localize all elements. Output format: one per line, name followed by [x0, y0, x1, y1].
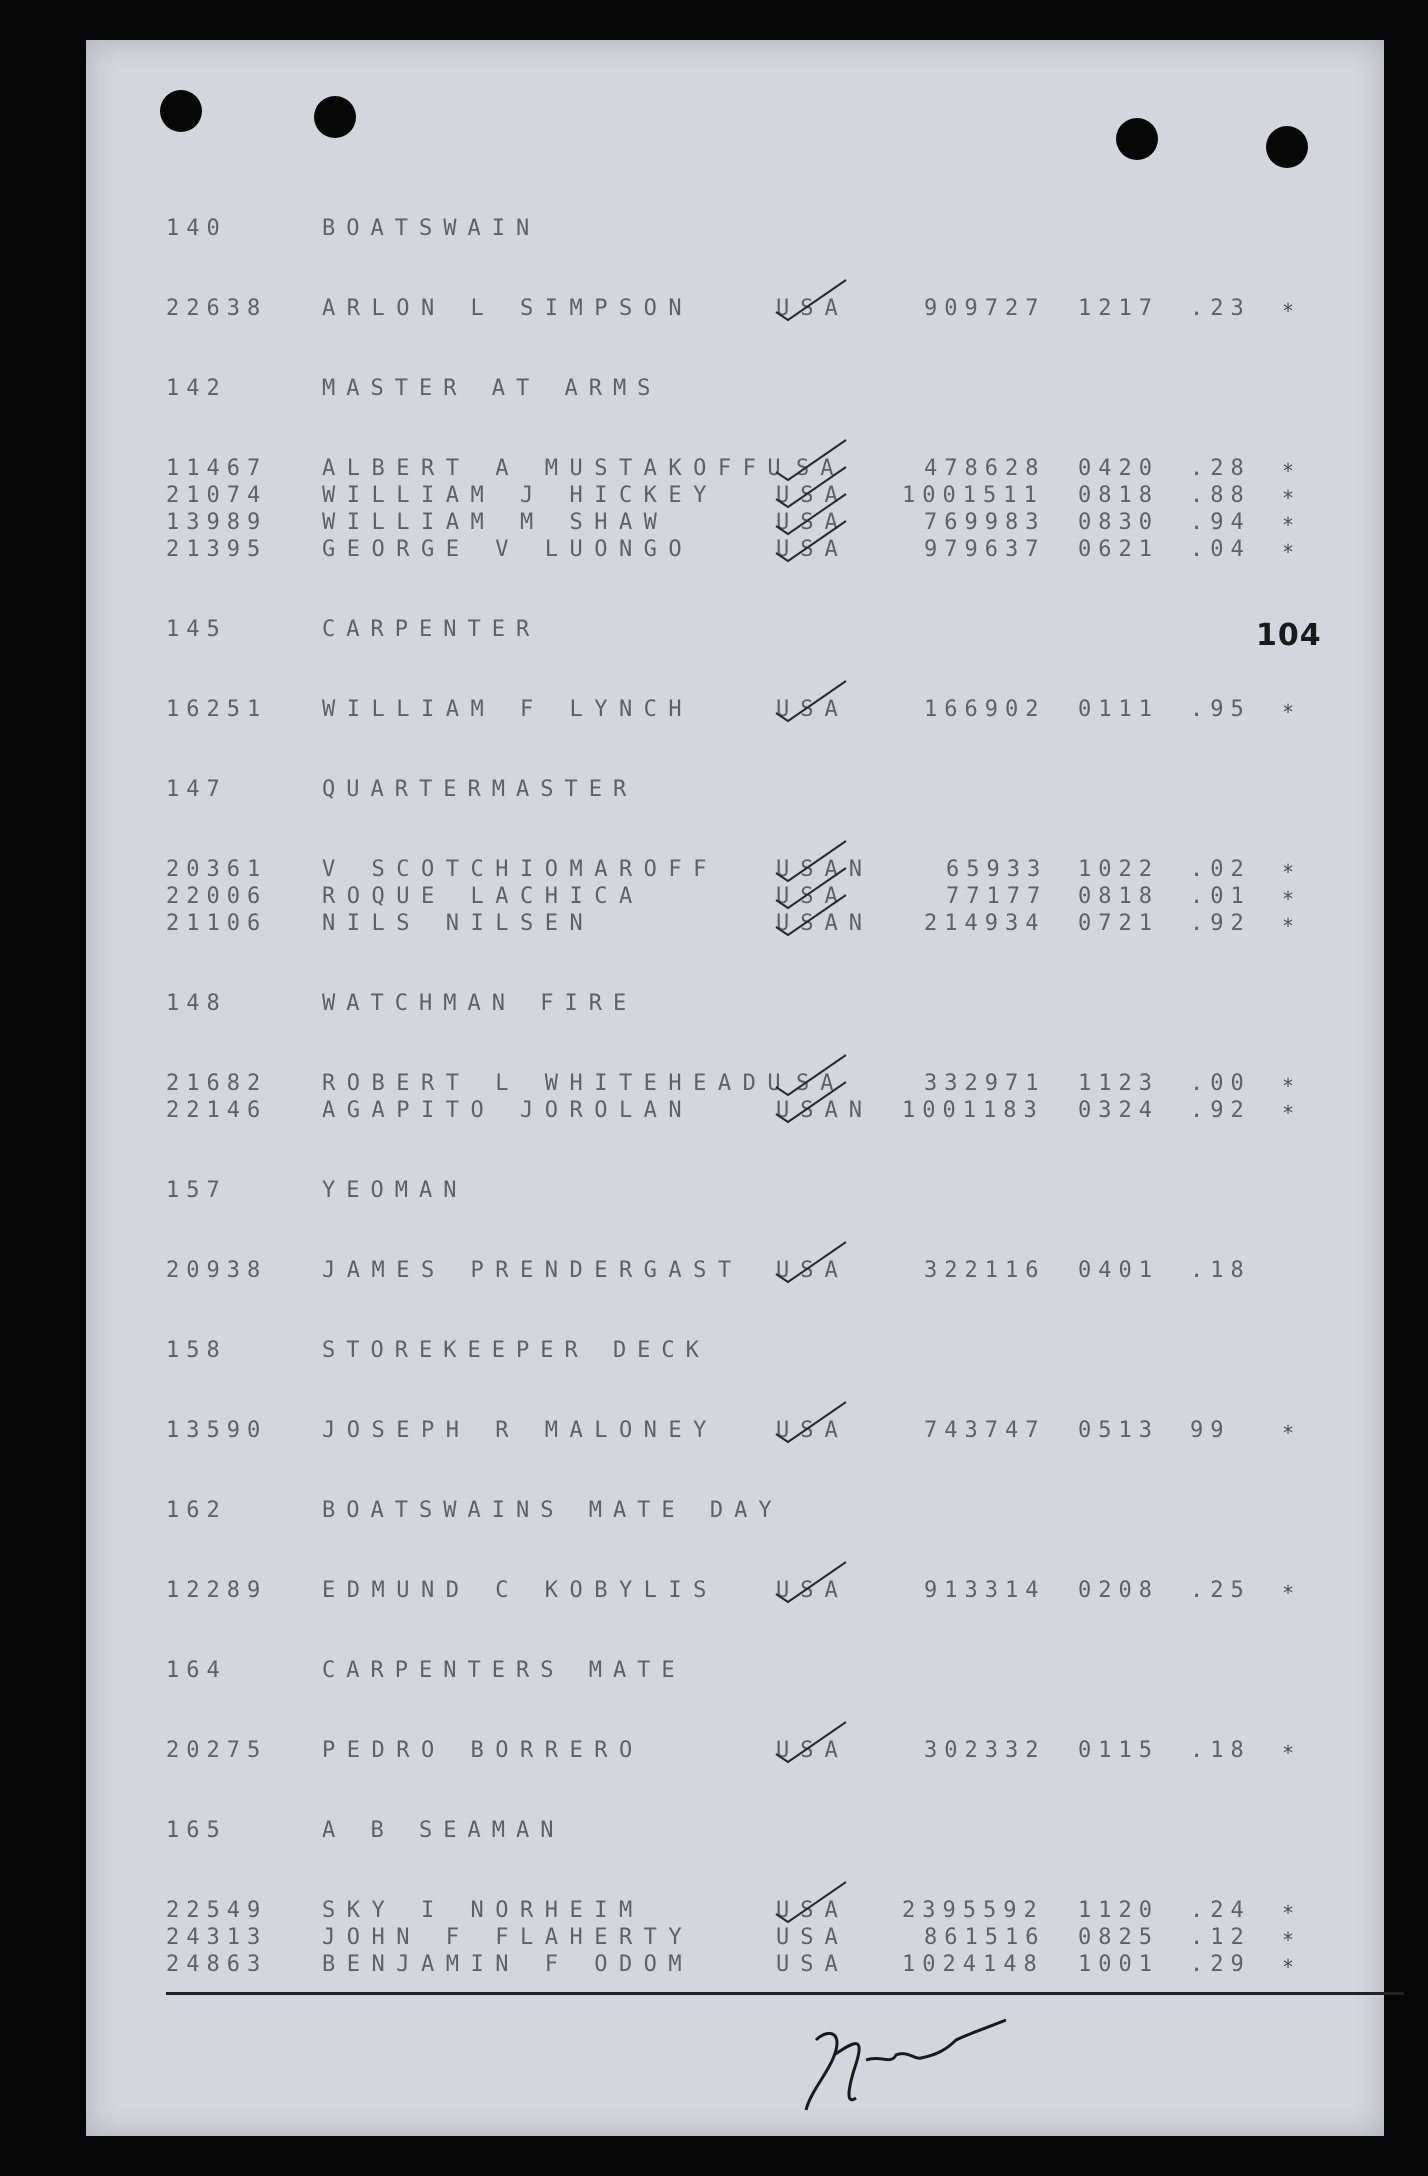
punch-hole [160, 90, 202, 132]
row-mark: * [1282, 1901, 1295, 1925]
row-name: WILLIAM M SHAW [322, 510, 669, 535]
row-certificate: 322116 [924, 1258, 1046, 1283]
row-date: 1123 [1078, 1071, 1159, 1096]
row-mark: * [1282, 1101, 1295, 1125]
row-date: 0401 [1078, 1258, 1159, 1283]
section-code: 142 [166, 376, 227, 401]
row-id: 20275 [166, 1738, 268, 1763]
row-nationality: USAN [776, 911, 873, 936]
row-amount: .04 [1190, 537, 1251, 562]
row-id: 21106 [166, 911, 268, 936]
punch-hole [314, 96, 356, 138]
row-amount: .18 [1190, 1258, 1251, 1283]
row-amount: .25 [1190, 1578, 1251, 1603]
row-date: 1120 [1078, 1898, 1159, 1923]
check-mark [770, 675, 850, 725]
punch-hole [1266, 126, 1308, 168]
row-certificate: 913314 [924, 1578, 1046, 1603]
section-code: 158 [166, 1338, 227, 1363]
row-name: EDMUND C KOBYLIS [322, 1578, 718, 1603]
row-mark: * [1282, 1074, 1295, 1098]
row-certificate: 1001511 [902, 483, 1044, 508]
section-title: A B SEAMAN [322, 1818, 565, 1843]
row-name: ROBERT L WHITEHEADU [322, 1071, 793, 1096]
row-id: 22006 [166, 884, 268, 909]
row-mark: * [1282, 486, 1295, 510]
row-id: 13989 [166, 510, 268, 535]
row-id: 21074 [166, 483, 268, 508]
row-date: 0111 [1078, 697, 1159, 722]
row-amount: .23 [1190, 296, 1251, 321]
row-nationality: SA [796, 456, 845, 481]
row-certificate: 332971 [924, 1071, 1046, 1096]
row-mark: * [1282, 1955, 1295, 1979]
row-name: WILLIAM J HICKEY [322, 483, 718, 508]
row-name: ARLON L SIMPSON [322, 296, 694, 321]
row-name: PEDRO BORRERO [322, 1738, 644, 1763]
row-amount: .92 [1190, 911, 1251, 936]
row-id: 22549 [166, 1898, 268, 1923]
row-certificate: 65933 [946, 857, 1048, 882]
row-date: 0621 [1078, 537, 1159, 562]
signature [796, 2010, 1016, 2120]
row-mark: * [1282, 513, 1295, 537]
row-date: 0324 [1078, 1098, 1159, 1123]
row-nationality: USA [776, 1578, 849, 1603]
row-date: 0513 [1078, 1418, 1159, 1443]
section-code: 162 [166, 1498, 227, 1523]
row-name: BENJAMIN F ODOM [322, 1952, 694, 1977]
section-code: 148 [166, 991, 227, 1016]
row-id: 16251 [166, 697, 268, 722]
row-nationality: USA [776, 884, 849, 909]
section-title: YEOMAN [322, 1178, 468, 1203]
row-date: 0420 [1078, 456, 1159, 481]
row-date: 1022 [1078, 857, 1159, 882]
row-mark: * [1282, 700, 1295, 724]
check-mark [770, 515, 850, 565]
row-date: 1001 [1078, 1952, 1159, 1977]
row-certificate: 909727 [924, 296, 1046, 321]
row-id: 24863 [166, 1952, 268, 1977]
row-certificate: 77177 [946, 884, 1048, 909]
row-mark: * [1282, 1581, 1295, 1605]
row-id: 11467 [166, 456, 268, 481]
check-mark [770, 1556, 850, 1606]
section-title: WATCHMAN FIRE [322, 991, 638, 1016]
row-date: 0721 [1078, 911, 1159, 936]
check-mark [770, 274, 850, 324]
row-nationality: SA [796, 1071, 845, 1096]
row-mark: * [1282, 299, 1295, 323]
row-amount: .02 [1190, 857, 1251, 882]
row-certificate: 2395592 [902, 1898, 1044, 1923]
row-name: JOHN F FLAHERTY [322, 1925, 694, 1950]
row-name: NILS NILSEN [322, 911, 595, 936]
row-name: SKY I NORHEIM [322, 1898, 644, 1923]
row-amount: .18 [1190, 1738, 1251, 1763]
row-amount: .12 [1190, 1925, 1251, 1950]
row-amount: .01 [1190, 884, 1251, 909]
row-amount: .00 [1190, 1071, 1251, 1096]
section-title: BOATSWAINS MATE DAY [322, 1498, 783, 1523]
row-certificate: 743747 [924, 1418, 1046, 1443]
row-date: 1217 [1078, 296, 1159, 321]
row-certificate: 166902 [924, 697, 1046, 722]
row-amount: .24 [1190, 1898, 1251, 1923]
row-name: JOSEPH R MALONEY [322, 1418, 718, 1443]
row-date: 0818 [1078, 884, 1159, 909]
section-code: 157 [166, 1178, 227, 1203]
document-page [86, 40, 1384, 2136]
section-code: 147 [166, 777, 227, 802]
check-mark [770, 1716, 850, 1766]
check-mark [770, 1876, 850, 1926]
row-mark: * [1282, 459, 1295, 483]
section-title: MASTER AT ARMS [322, 376, 662, 401]
row-nationality: USA [776, 1952, 849, 1977]
check-mark [770, 1236, 850, 1286]
row-id: 24313 [166, 1925, 268, 1950]
row-nationality: USA [776, 1418, 849, 1443]
row-amount: 99 [1190, 1418, 1231, 1443]
row-nationality: USA [776, 296, 849, 321]
row-date: 0818 [1078, 483, 1159, 508]
section-title: STOREKEEPER DECK [322, 1338, 710, 1363]
section-title: CARPENTERS MATE [322, 1658, 686, 1683]
row-mark: * [1282, 540, 1295, 564]
row-id: 12289 [166, 1578, 268, 1603]
section-code: 140 [166, 216, 227, 241]
row-name: WILLIAM F LYNCH [322, 697, 694, 722]
row-nationality: USA [776, 1925, 849, 1950]
section-title: CARPENTER [322, 617, 541, 642]
page-number: 104 [1256, 618, 1322, 653]
row-amount: .95 [1190, 697, 1251, 722]
row-mark: * [1282, 887, 1295, 911]
strike-through-line [166, 1992, 1404, 1995]
row-certificate: 769983 [924, 510, 1046, 535]
check-mark [770, 1396, 850, 1446]
row-nationality: USA [776, 510, 849, 535]
row-nationality: USA [776, 1258, 849, 1283]
row-name: JAMES PRENDERGAST [322, 1258, 743, 1283]
row-date: 0830 [1078, 510, 1159, 535]
row-name: V SCOTCHIOMAROFF [322, 857, 718, 882]
row-name: GEORGE V LUONGO [322, 537, 694, 562]
row-date: 0208 [1078, 1578, 1159, 1603]
row-mark: * [1282, 914, 1295, 938]
row-date: 0825 [1078, 1925, 1159, 1950]
row-amount: .29 [1190, 1952, 1251, 1977]
row-certificate: 979637 [924, 537, 1046, 562]
row-amount: .28 [1190, 456, 1251, 481]
section-title: BOATSWAIN [322, 216, 541, 241]
section-code: 165 [166, 1818, 227, 1843]
row-mark: * [1282, 1928, 1295, 1952]
row-name: ROQUE LACHICA [322, 884, 644, 909]
row-nationality: USA [776, 1738, 849, 1763]
row-mark: * [1282, 860, 1295, 884]
row-nationality: USAN [776, 1098, 873, 1123]
punch-hole [1116, 118, 1158, 160]
section-code: 145 [166, 617, 227, 642]
section-code: 164 [166, 1658, 227, 1683]
section-title: QUARTERMASTER [322, 777, 638, 802]
row-name: ALBERT A MUSTAKOFFU [322, 456, 793, 481]
row-id: 13590 [166, 1418, 268, 1443]
row-nationality: USA [776, 697, 849, 722]
row-id: 22638 [166, 296, 268, 321]
row-certificate: 214934 [924, 911, 1046, 936]
row-amount: .94 [1190, 510, 1251, 535]
row-mark: * [1282, 1421, 1295, 1445]
row-certificate: 1001183 [902, 1098, 1044, 1123]
row-id: 20938 [166, 1258, 268, 1283]
row-id: 22146 [166, 1098, 268, 1123]
row-nationality: USA [776, 1898, 849, 1923]
row-nationality: USA [776, 537, 849, 562]
row-id: 21395 [166, 537, 268, 562]
check-mark [770, 1076, 850, 1126]
row-nationality: USAN [776, 857, 873, 882]
row-id: 21682 [166, 1071, 268, 1096]
row-certificate: 478628 [924, 456, 1046, 481]
row-amount: .88 [1190, 483, 1251, 508]
row-date: 0115 [1078, 1738, 1159, 1763]
row-mark: * [1282, 1741, 1295, 1765]
row-id: 20361 [166, 857, 268, 882]
row-nationality: USA [776, 483, 849, 508]
row-name: AGAPITO JOROLAN [322, 1098, 694, 1123]
check-mark [770, 889, 850, 939]
row-certificate: 302332 [924, 1738, 1046, 1763]
row-amount: .92 [1190, 1098, 1251, 1123]
row-certificate: 1024148 [902, 1952, 1044, 1977]
row-certificate: 861516 [924, 1925, 1046, 1950]
